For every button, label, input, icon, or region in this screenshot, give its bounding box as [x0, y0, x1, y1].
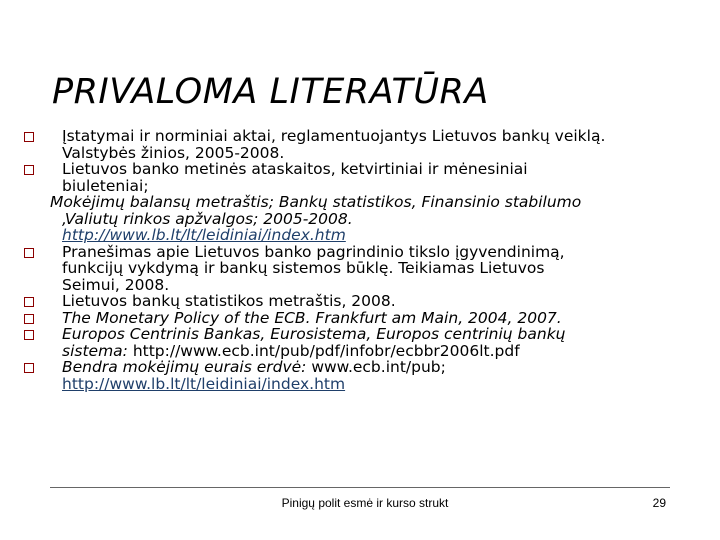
- list-item-text: sistema:: [62, 341, 128, 360]
- list-item-text: Lietuvos bankų statistikos metraštis, 2008.: [62, 292, 396, 310]
- list-item-text: Įstatymai ir norminiai aktai, reglamentuojantys Lietuvos bankų veiklą.: [62, 127, 606, 145]
- list-item: [0, 326, 720, 359]
- lb-publications-link[interactable]: http://www.lb.lt/lt/leidiniai/index.htm: [62, 226, 346, 244]
- square-bullet-icon: [24, 248, 34, 258]
- list-item-text: Lietuvos banko metinės ataskaitos, ketvirtiniai ir mėnesiniai: [62, 160, 528, 178]
- list-item-continuation: [0, 194, 720, 244]
- square-bullet-icon: [24, 330, 34, 340]
- list-item-text: Bendra mokėjimų eurais erdvė:: [62, 358, 307, 376]
- list-item-text: ‚Valiutų rinkos apžvalgos; 2005-2008.: [62, 209, 353, 228]
- list-item-text: Pranešimas apie Lietuvos banko pagrindinio tikslo įgyvendinimą,: [62, 242, 565, 261]
- list-item: [0, 293, 720, 310]
- list-item: [0, 161, 720, 194]
- slide-title: PRIVALOMA LITERATŪRA: [52, 72, 489, 112]
- footer-divider: [50, 487, 670, 488]
- lb-publications-link[interactable]: http://www.lb.lt/lt/leidiniai/index.htm: [62, 374, 346, 393]
- footer-text: Pinigų polit esmė ir kurso strukt: [281, 496, 449, 510]
- list-item-text: funkcijų vykdymą ir bankų sistemos būklę. Teikiamas Lietuvos: [62, 259, 545, 277]
- list-item-text: biuleteniai;: [62, 176, 149, 195]
- square-bullet-icon: [24, 314, 34, 324]
- list-item-text: Mokėjimų balansų metraštis; Bankų statistikos, Finansinio stabilumo: [50, 193, 582, 211]
- list-item-text: The Monetary Policy of the ECB. Frankfurt am Main, 2004, 2007.: [62, 308, 562, 327]
- square-bullet-icon: [24, 363, 34, 373]
- ecb-pub-url-text: www.ecb.int/pub;: [306, 358, 446, 376]
- list-item: [0, 128, 720, 161]
- square-bullet-icon: [24, 165, 34, 175]
- square-bullet-icon: [24, 297, 34, 307]
- list-item: [0, 359, 720, 392]
- square-bullet-icon: [24, 132, 34, 142]
- list-item-text: Europos Centrinis Bankas, Eurosistema, Europos centrinių bankų: [62, 325, 566, 343]
- literature-list: [0, 128, 720, 392]
- ecb-pdf-url-text: http://www.ecb.int/pub/pdf/infobr/ecbbr2006lt.pdf: [127, 341, 520, 360]
- list-item-text: Seimui, 2008.: [62, 275, 170, 294]
- list-item: [0, 244, 720, 294]
- list-item: [0, 310, 720, 327]
- page-number: 29: [652, 496, 666, 510]
- list-item-text: Valstybės žinios, 2005-2008.: [62, 143, 285, 162]
